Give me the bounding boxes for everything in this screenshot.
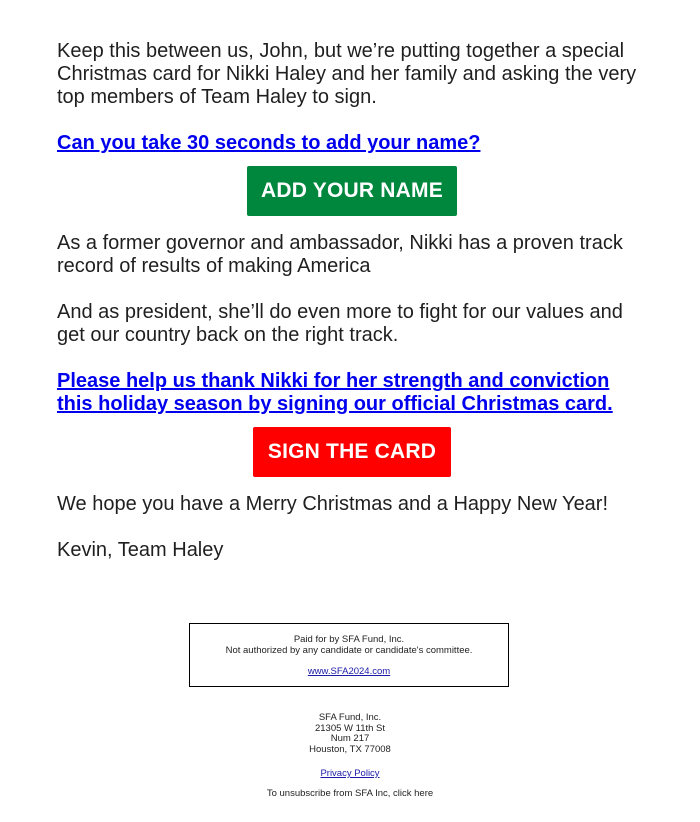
address-line-2: 21305 W 11th St bbox=[314, 722, 386, 734]
sign-the-card-button[interactable]: SIGN THE CARD bbox=[253, 427, 451, 477]
add-name-link[interactable]: Can you take 30 seconds to add your name? bbox=[57, 132, 481, 154]
add-your-name-button[interactable]: ADD YOUR NAME bbox=[247, 166, 457, 216]
address-line-1: SFA Fund, Inc. bbox=[318, 712, 382, 723]
add-name-link-paragraph bbox=[57, 132, 647, 155]
record-paragraph: As a former governor and ambassador, Nikki has a proven track record of results of making America bbox=[57, 232, 623, 277]
email-body bbox=[57, 40, 647, 562]
sign-card-button-wrap bbox=[57, 427, 647, 477]
intro-paragraph: Keep this between us, John, but we’re putting together a special Christmas card for Nikki Haley and her family and asking the very top members of Team Haley to sign. bbox=[57, 40, 637, 108]
president-paragraph: And as president, she’ll do even more to fight for our values and get our country back on the right track. bbox=[57, 301, 623, 346]
address-line-3: Num 217 bbox=[330, 733, 370, 744]
not-authorized-text: Not authorized by any candidate or candidate's committee. bbox=[225, 645, 473, 656]
signature: Kevin, Team Haley bbox=[57, 539, 224, 561]
add-name-button-wrap bbox=[57, 166, 647, 216]
privacy-policy-link[interactable]: Privacy Policy bbox=[320, 768, 380, 779]
thank-nikki-link[interactable]: Please help us thank Nikki for her strength and conviction this holiday season by signing our official Christmas card. bbox=[57, 370, 613, 415]
paid-for-text: Paid for by SFA Fund, Inc. bbox=[293, 634, 405, 645]
thank-nikki-link-paragraph bbox=[57, 370, 647, 416]
unsubscribe-text[interactable]: To unsubscribe from SFA Inc, click here bbox=[266, 787, 434, 799]
disclaimer-box bbox=[189, 623, 509, 687]
footer bbox=[0, 713, 700, 799]
address-line-4: Houston, TX 77008 bbox=[309, 743, 391, 755]
closing-paragraph: We hope you have a Merry Christmas and a Happy New Year! bbox=[57, 493, 609, 515]
website-link[interactable]: www.SFA2024.com bbox=[307, 666, 391, 677]
